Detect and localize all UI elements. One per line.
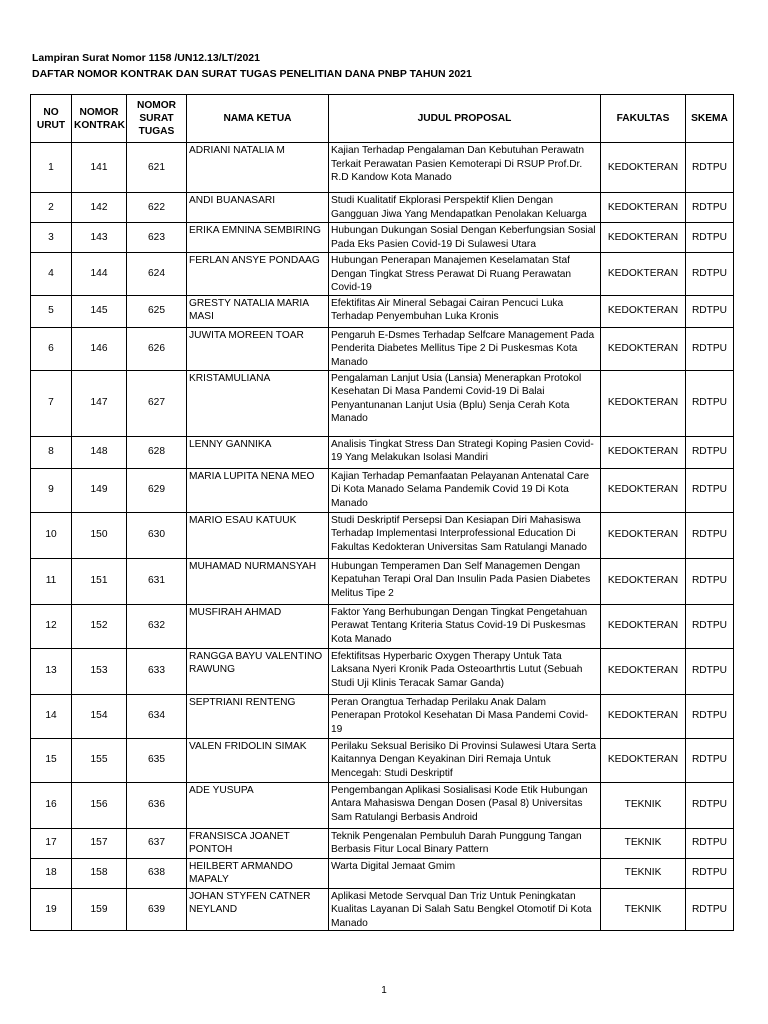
cell-nomor-kontrak: 153 <box>72 648 127 694</box>
cell-no-urut: 11 <box>31 558 72 604</box>
cell-fakultas: KEDOKTERAN <box>601 295 686 327</box>
table-body <box>31 143 734 931</box>
cell-nomor-kontrak: 142 <box>72 193 127 223</box>
cell-nomor-kontrak: 158 <box>72 858 127 888</box>
cell-skema: RDTPU <box>686 143 734 193</box>
table-row <box>31 888 734 931</box>
cell-nama-ketua: HEILBERT ARMANDO MAPALY <box>187 858 329 888</box>
cell-fakultas: TEKNIK <box>601 888 686 931</box>
table-header-row <box>31 95 734 143</box>
cell-judul-proposal: Pengembangan Aplikasi Sosialisasi Kode Etik Hubungan Antara Mahasiswa Dengan Dosen (Pasal 8) Universitas Sam Ratulangi Berbasis Android <box>329 782 601 828</box>
cell-nomor-surat-tugas: 626 <box>127 327 187 370</box>
cell-fakultas: KEDOKTERAN <box>601 512 686 558</box>
cell-nama-ketua: ANDI BUANASARI <box>187 193 329 223</box>
cell-nomor-surat-tugas: 629 <box>127 468 187 512</box>
cell-nama-ketua: VALEN FRIDOLIN SIMAK <box>187 738 329 782</box>
cell-no-urut: 9 <box>31 468 72 512</box>
table-row <box>31 253 734 296</box>
cell-no-urut: 10 <box>31 512 72 558</box>
cell-fakultas: TEKNIK <box>601 828 686 858</box>
cell-nama-ketua: ADE YUSUPA <box>187 782 329 828</box>
cell-nomor-kontrak: 154 <box>72 694 127 738</box>
cell-nomor-surat-tugas: 622 <box>127 193 187 223</box>
cell-fakultas: KEDOKTERAN <box>601 468 686 512</box>
cell-fakultas: KEDOKTERAN <box>601 253 686 296</box>
cell-skema: RDTPU <box>686 327 734 370</box>
table-row <box>31 143 734 193</box>
cell-no-urut: 14 <box>31 694 72 738</box>
cell-no-urut: 6 <box>31 327 72 370</box>
cell-nama-ketua: FRANSISCA JOANET PONTOH <box>187 828 329 858</box>
cell-no-urut: 13 <box>31 648 72 694</box>
cell-nama-ketua: MARIA LUPITA NENA MEO <box>187 468 329 512</box>
cell-nomor-kontrak: 143 <box>72 223 127 253</box>
cell-nomor-surat-tugas: 633 <box>127 648 187 694</box>
cell-judul-proposal: Hubungan Penerapan Manajemen Keselamatan Staf Dengan Tingkat Stress Perawat Di Ruang Perawatan Covid-19 <box>329 253 601 296</box>
cell-no-urut: 1 <box>31 143 72 193</box>
cell-nama-ketua: JUWITA MOREEN TOAR <box>187 327 329 370</box>
cell-nomor-kontrak: 145 <box>72 295 127 327</box>
table-row <box>31 604 734 648</box>
cell-skema: RDTPU <box>686 888 734 931</box>
col-header-nomor-surat-tugas: NOMOR SURAT TUGAS <box>127 95 187 143</box>
cell-nomor-surat-tugas: 634 <box>127 694 187 738</box>
cell-skema: RDTPU <box>686 370 734 436</box>
cell-nomor-surat-tugas: 639 <box>127 888 187 931</box>
table-row <box>31 223 734 253</box>
col-header-skema: SKEMA <box>686 95 734 143</box>
cell-nama-ketua: SEPTRIANI RENTENG <box>187 694 329 738</box>
cell-nomor-surat-tugas: 632 <box>127 604 187 648</box>
cell-no-urut: 18 <box>31 858 72 888</box>
cell-nomor-kontrak: 152 <box>72 604 127 648</box>
cell-fakultas: KEDOKTERAN <box>601 604 686 648</box>
cell-fakultas: KEDOKTERAN <box>601 327 686 370</box>
table-row <box>31 327 734 370</box>
table-row <box>31 648 734 694</box>
table-row <box>31 370 734 436</box>
cell-nomor-kontrak: 149 <box>72 468 127 512</box>
cell-judul-proposal: Aplikasi Metode Servqual Dan Triz Untuk Peningkatan Kualitas Layanan Di Salah Satu Bengkel Otomotif Di Kota Manado <box>329 888 601 931</box>
cell-nomor-kontrak: 150 <box>72 512 127 558</box>
cell-nomor-surat-tugas: 624 <box>127 253 187 296</box>
cell-skema: RDTPU <box>686 253 734 296</box>
cell-no-urut: 8 <box>31 436 72 468</box>
table-row <box>31 828 734 858</box>
cell-judul-proposal: Pengaruh E-Dsmes Terhadap Selfcare Management Pada Penderita Diabetes Mellitus Tipe 2 Di Puskesmas Kota Manado <box>329 327 601 370</box>
cell-nama-ketua: MARIO ESAU KATUUK <box>187 512 329 558</box>
col-header-fakultas: FAKULTAS <box>601 95 686 143</box>
table-row <box>31 295 734 327</box>
cell-nomor-kontrak: 156 <box>72 782 127 828</box>
page-number: 1 <box>381 985 387 996</box>
cell-fakultas: KEDOKTERAN <box>601 143 686 193</box>
cell-skema: RDTPU <box>686 512 734 558</box>
cell-judul-proposal: Efektifitas Air Mineral Sebagai Cairan Pencuci Luka Terhadap Penyembuhan Luka Kronis <box>329 295 601 327</box>
cell-judul-proposal: Analisis Tingkat Stress Dan Strategi Koping Pasien Covid-19 Yang Melakukan Isolasi Mandiri <box>329 436 601 468</box>
table-row <box>31 858 734 888</box>
cell-no-urut: 3 <box>31 223 72 253</box>
cell-nomor-surat-tugas: 625 <box>127 295 187 327</box>
cell-fakultas: KEDOKTERAN <box>601 558 686 604</box>
cell-fakultas: KEDOKTERAN <box>601 436 686 468</box>
cell-nomor-kontrak: 159 <box>72 888 127 931</box>
cell-no-urut: 7 <box>31 370 72 436</box>
cell-nomor-surat-tugas: 621 <box>127 143 187 193</box>
cell-fakultas: KEDOKTERAN <box>601 738 686 782</box>
cell-judul-proposal: Faktor Yang Berhubungan Dengan Tingkat Pengetahuan Perawat Tentang Kriteria Status Covid-19 Di Puskesmas Kota Manado <box>329 604 601 648</box>
cell-nama-ketua: RANGGA BAYU VALENTINO RAWUNG <box>187 648 329 694</box>
cell-judul-proposal: Hubungan Dukungan Sosial Dengan Keberfungsian Sosial Pada Eks Pasien Covid-19 Di Sulawesi Utara <box>329 223 601 253</box>
table-row <box>31 694 734 738</box>
cell-fakultas: KEDOKTERAN <box>601 694 686 738</box>
cell-no-urut: 5 <box>31 295 72 327</box>
cell-nama-ketua: LENNY GANNIKA <box>187 436 329 468</box>
table-row <box>31 193 734 223</box>
cell-judul-proposal: Kajian Terhadap Pemanfaatan Pelayanan Antenatal Care Di Kota Manado Selama Pandemik Covid 19 Di Kota Manado <box>329 468 601 512</box>
cell-nama-ketua: FERLAN ANSYE PONDAAG <box>187 253 329 296</box>
cell-skema: RDTPU <box>686 858 734 888</box>
cell-nomor-surat-tugas: 638 <box>127 858 187 888</box>
cell-no-urut: 15 <box>31 738 72 782</box>
cell-skema: RDTPU <box>686 782 734 828</box>
cell-nomor-kontrak: 155 <box>72 738 127 782</box>
cell-nomor-kontrak: 147 <box>72 370 127 436</box>
cell-fakultas: KEDOKTERAN <box>601 648 686 694</box>
table-row <box>31 738 734 782</box>
cell-no-urut: 4 <box>31 253 72 296</box>
cell-nomor-surat-tugas: 627 <box>127 370 187 436</box>
cell-fakultas: TEKNIK <box>601 858 686 888</box>
cell-skema: RDTPU <box>686 558 734 604</box>
cell-nomor-kontrak: 151 <box>72 558 127 604</box>
cell-no-urut: 17 <box>31 828 72 858</box>
cell-no-urut: 16 <box>31 782 72 828</box>
cell-judul-proposal: Peran Orangtua Terhadap Perilaku Anak Dalam Penerapan Protokol Kesehatan Di Masa Pandemi Covid-19 <box>329 694 601 738</box>
cell-nomor-kontrak: 157 <box>72 828 127 858</box>
cell-nama-ketua: GRESTY NATALIA MARIA MASI <box>187 295 329 327</box>
cell-nomor-kontrak: 148 <box>72 436 127 468</box>
cell-judul-proposal: Hubungan Temperamen Dan Self Managemen Dengan Kepatuhan Terapi Oral Dan Insulin Pada Pasien Diabetes Melitus Tipe 2 <box>329 558 601 604</box>
cell-skema: RDTPU <box>686 648 734 694</box>
cell-judul-proposal: Teknik Pengenalan Pembuluh Darah Punggung Tangan Berbasis Fitur Local Binary Pattern <box>329 828 601 858</box>
cell-skema: RDTPU <box>686 694 734 738</box>
cell-nomor-surat-tugas: 635 <box>127 738 187 782</box>
cell-no-urut: 2 <box>31 193 72 223</box>
col-header-nomor-kontrak: NOMOR KONTRAK <box>72 95 127 143</box>
cell-fakultas: KEDOKTERAN <box>601 193 686 223</box>
table-row <box>31 512 734 558</box>
cell-nomor-kontrak: 146 <box>72 327 127 370</box>
cell-judul-proposal: Studi Deskriptif Persepsi Dan Kesiapan Diri Mahasiswa Terhadap Implementasi Interprofessional Education Di Fakultas Kedokteran Universitas Sam Ratulangi Manado <box>329 512 601 558</box>
col-header-no-urut: NO URUT <box>31 95 72 143</box>
cell-judul-proposal: Kajian Terhadap Pengalaman Dan Kebutuhan Perawatn Terkait Perawatan Pasien Kemoterapi Di RSUP Prof.Dr. R.D Kandow Kota Manado <box>329 143 601 193</box>
cell-fakultas: KEDOKTERAN <box>601 223 686 253</box>
cell-skema: RDTPU <box>686 193 734 223</box>
cell-fakultas: KEDOKTERAN <box>601 370 686 436</box>
table-row <box>31 558 734 604</box>
cell-skema: RDTPU <box>686 223 734 253</box>
cell-nomor-surat-tugas: 631 <box>127 558 187 604</box>
document-title: DAFTAR NOMOR KONTRAK DAN SURAT TUGAS PENELITIAN DANA PNBP TAHUN 2021 <box>32 68 472 80</box>
cell-nomor-kontrak: 141 <box>72 143 127 193</box>
cell-nomor-kontrak: 144 <box>72 253 127 296</box>
cell-judul-proposal: Perilaku Seksual Berisiko Di Provinsi Sulawesi Utara Serta Kaitannya Dengan Keyakinan Diri Remaja Untuk Mencegah: Studi Deskriptif <box>329 738 601 782</box>
cell-skema: RDTPU <box>686 468 734 512</box>
cell-nama-ketua: MUHAMAD NURMANSYAH <box>187 558 329 604</box>
cell-skema: RDTPU <box>686 295 734 327</box>
cell-nomor-surat-tugas: 623 <box>127 223 187 253</box>
cell-judul-proposal: Warta Digital Jemaat Gmim <box>329 858 601 888</box>
cell-judul-proposal: Studi Kualitatif Ekplorasi Perspektif Klien Dengan Gangguan Jiwa Yang Mendapatkan Penolakan Keluarga <box>329 193 601 223</box>
cell-nama-ketua: JOHAN STYFEN CATNER NEYLAND <box>187 888 329 931</box>
cell-nama-ketua: MUSFIRAH AHMAD <box>187 604 329 648</box>
cell-no-urut: 19 <box>31 888 72 931</box>
cell-no-urut: 12 <box>31 604 72 648</box>
cell-skema: RDTPU <box>686 828 734 858</box>
document-heading <box>32 50 472 82</box>
cell-judul-proposal: Pengalaman Lanjut Usia (Lansia) Menerapkan Protokol Kesehatan Di Masa Pandemi Covid-19 Di Balai Penyantunanan Lanjut Usia (Bplu) Senja Cerah Kota Manado <box>329 370 601 436</box>
cell-skema: RDTPU <box>686 604 734 648</box>
cell-judul-proposal: Efektifitsas Hyperbaric Oxygen Therapy Untuk Tata Laksana Nyeri Kronik Pada Osteoarthrtis Lutut (Sebuah Studi Uji Klinis Teracak Samar Ganda) <box>329 648 601 694</box>
cell-nomor-surat-tugas: 637 <box>127 828 187 858</box>
research-contract-table <box>30 94 734 931</box>
cell-nama-ketua: ERIKA EMNINA SEMBIRING <box>187 223 329 253</box>
cell-skema: RDTPU <box>686 738 734 782</box>
col-header-judul-proposal: JUDUL PROPOSAL <box>329 95 601 143</box>
table-row <box>31 468 734 512</box>
col-header-nama-ketua: NAMA KETUA <box>187 95 329 143</box>
table-row <box>31 436 734 468</box>
table-row <box>31 782 734 828</box>
cell-nama-ketua: ADRIANI NATALIA M <box>187 143 329 193</box>
cell-skema: RDTPU <box>686 436 734 468</box>
cell-nomor-surat-tugas: 628 <box>127 436 187 468</box>
cell-nama-ketua: KRISTAMULIANA <box>187 370 329 436</box>
cell-nomor-surat-tugas: 630 <box>127 512 187 558</box>
cell-fakultas: TEKNIK <box>601 782 686 828</box>
cell-nomor-surat-tugas: 636 <box>127 782 187 828</box>
letter-reference: Lampiran Surat Nomor 1158 /UN12.13/LT/2021 <box>32 52 260 64</box>
